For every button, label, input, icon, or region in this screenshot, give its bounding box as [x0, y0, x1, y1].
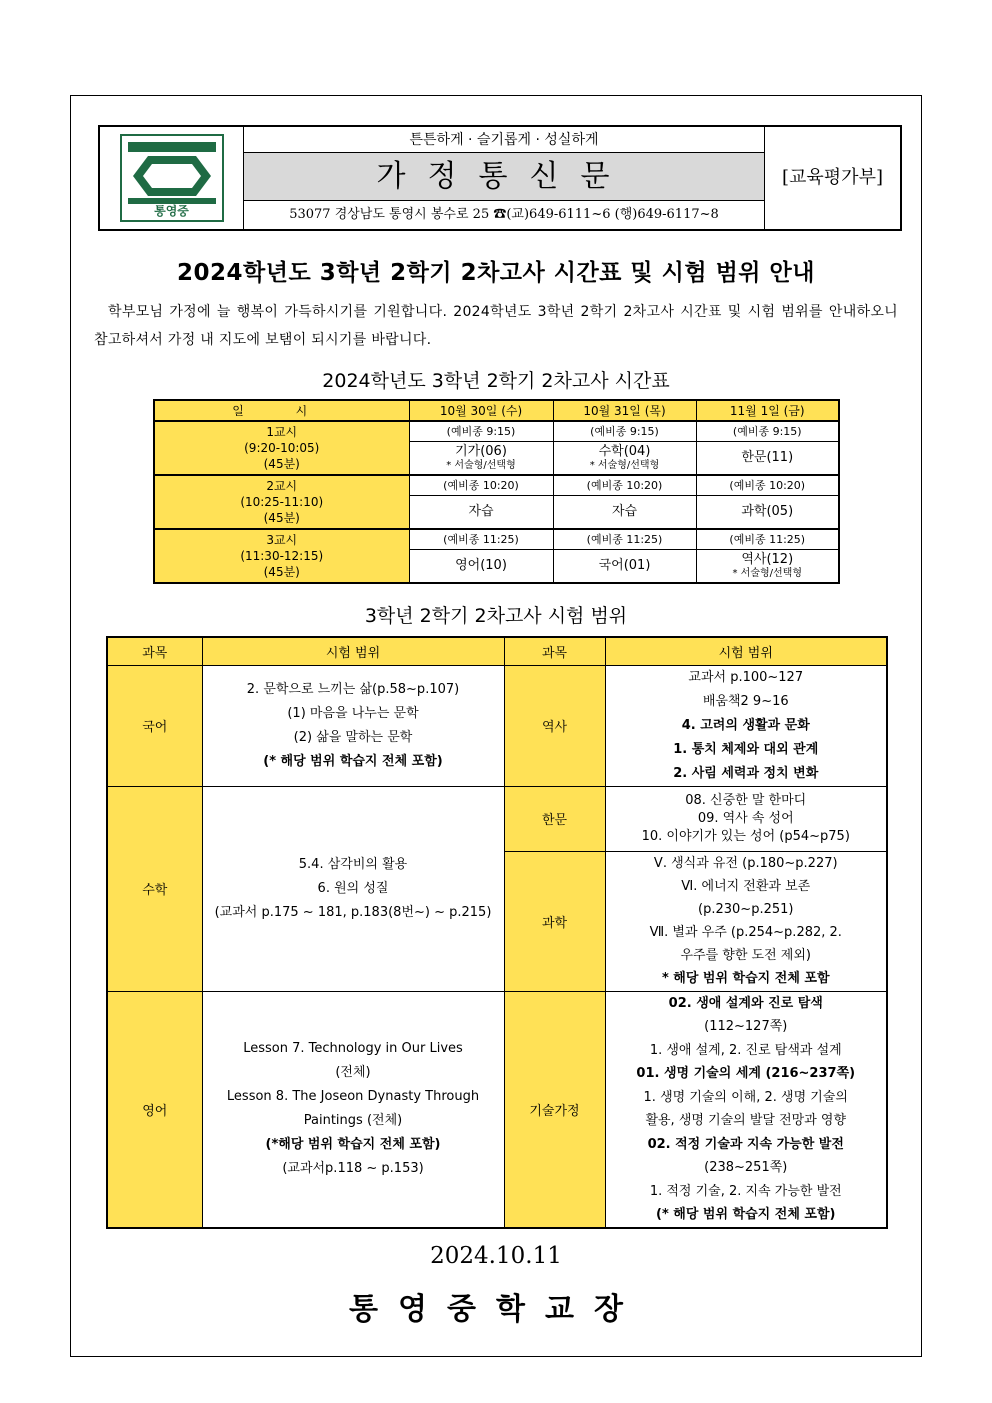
- range-line: 08. 신중한 말 한마디: [685, 792, 807, 808]
- range-line: Lesson 8. The Joseon Dynasty Through: [226, 1089, 480, 1104]
- period-label: 1교시: [266, 425, 298, 439]
- exam-subject-cell: [553, 495, 696, 529]
- school-emblem-icon: [122, 136, 222, 206]
- logo-text: 통영중: [154, 204, 189, 218]
- range-line: 1. 생애 설계, 2. 진로 탐색과 설계: [649, 1042, 842, 1058]
- range-column-header: 시험 범위: [202, 637, 504, 665]
- exam-subject-cell: [409, 441, 553, 475]
- exam-subject-cell: [409, 549, 553, 583]
- period-time: (9:20-10:05): [244, 441, 320, 455]
- range-row: [107, 991, 887, 1228]
- period-label: 3교시: [266, 533, 298, 547]
- day-header: 10월 30일 (수): [409, 400, 553, 421]
- range-line: 10. 이야기가 있는 성어 (p54~p75): [641, 828, 850, 844]
- exam-subject: 역사(12): [741, 551, 794, 567]
- range-science: [605, 851, 887, 991]
- exam-subject: 한문(11): [741, 449, 794, 465]
- range-line: (* 해당 범위 학습지 전체 포함): [656, 1207, 836, 1222]
- warning-bell: (예비종 9:15): [409, 421, 553, 441]
- range-line: Ⅶ. 별과 우주 (p.254~p.282, 2.: [649, 925, 842, 940]
- exam-subject: 영어(10): [455, 557, 507, 573]
- school-motto: 튼튼하게 · 슬기롭게 · 성실하게: [244, 127, 764, 153]
- subject-hanmun: 한문: [504, 786, 605, 851]
- range-row: [107, 786, 887, 851]
- subject-techhome: 기술가정: [504, 991, 605, 1228]
- range-header-row: [107, 637, 887, 665]
- schedule-header-label: 일 시: [154, 400, 409, 421]
- range-line: 1. 적정 기술, 2. 지속 가능한 발전: [649, 1183, 842, 1199]
- header-center: [244, 127, 764, 229]
- range-line: 2. 문학으로 느끼는 삶(p.58~p.107): [246, 681, 460, 697]
- range-techhome: [605, 991, 887, 1228]
- exam-subject-cell: [553, 549, 696, 583]
- period-cell: [154, 529, 409, 583]
- warning-bell: (예비종 10:20): [696, 475, 839, 495]
- subject-history: 역사: [504, 665, 605, 786]
- range-line: 6. 원의 성질: [317, 880, 389, 896]
- range-line: 교과서 p.100~127: [688, 669, 804, 685]
- period-duration: (45분): [263, 457, 300, 471]
- schedule-row: [154, 421, 839, 441]
- subject-column-header: 과목: [504, 637, 605, 665]
- warning-bell: (예비종 9:15): [553, 421, 696, 441]
- range-line: (1) 마음을 나누는 문학: [287, 705, 419, 721]
- exam-note: * 서술형/선택형: [589, 459, 660, 471]
- subject-korean: 국어: [107, 665, 202, 786]
- range-line: 01. 생명 기술의 세계 (216~237쪽): [636, 1066, 856, 1081]
- range-line: (2) 삶을 말하는 문학: [293, 729, 413, 745]
- exam-subject-cell: [696, 495, 839, 529]
- range-line: 활용, 생명 기술의 발달 전망과 영향: [645, 1113, 847, 1128]
- exam-subject-cell: [409, 495, 553, 529]
- issue-date: 2024.10.11: [430, 1243, 562, 1269]
- period-label: 2교시: [266, 479, 298, 493]
- range-line: Ⅴ. 생식과 유전 (p.180~p.227): [653, 856, 838, 871]
- range-line: 02. 생애 설계와 진로 탐색: [668, 995, 823, 1011]
- exam-subject-cell: [696, 549, 839, 583]
- range-english: [202, 991, 504, 1228]
- range-line: 5.4. 삼각비의 활용: [298, 856, 408, 872]
- newsletter-header: [98, 125, 902, 231]
- range-line: Lesson 7. Technology in Our Lives: [243, 1041, 463, 1056]
- range-line: Ⅵ. 에너지 전환과 보존: [681, 879, 811, 894]
- exam-subject: 자습: [611, 503, 638, 519]
- range-line: 1. 생명 기술의 이해, 2. 생명 기술의: [643, 1089, 848, 1105]
- range-line: (교과서 p.175 ~ 181, p.183(8번~) ~ p.215): [214, 904, 492, 920]
- principal-signature: 통영중학교장: [349, 1292, 643, 1327]
- exam-range-table: [106, 636, 888, 1229]
- subject-english: 영어: [107, 991, 202, 1228]
- range-line: 4. 고려의 생활과 문화: [681, 717, 810, 733]
- range-line: (* 해당 범위 학습지 전체 포함): [263, 753, 443, 769]
- exam-note: * 서술형/선택형: [732, 567, 802, 579]
- school-logo: [120, 134, 224, 222]
- period-duration: (45분): [263, 565, 300, 579]
- range-history: [605, 665, 887, 786]
- department-label: [교육평가부]: [764, 127, 900, 229]
- exam-subject: 과학(05): [741, 503, 794, 519]
- range-line: 2. 사림 세력과 정치 변화: [673, 765, 819, 781]
- range-math: [202, 786, 504, 991]
- range-hanmun: [605, 786, 887, 851]
- intro-paragraph: 학부모님 가정에 늘 행복이 가득하시기를 기원합니다. 2024학년도 3학년 2학기 2차고사 시간표 및 시험 범위를 안내하오니 참고하셔서 가정 내 지도에 보탬이 되시기를 바랍니다.: [94, 304, 898, 348]
- exam-subject: 기가(06): [455, 443, 507, 459]
- exam-note: * 서술형/선택형: [446, 459, 516, 471]
- range-row: [107, 665, 887, 786]
- range-line: (전체): [335, 1065, 371, 1080]
- period-time: (10:25-11:10): [240, 495, 324, 509]
- subject-science: 과학: [504, 851, 605, 991]
- range-line: * 해당 범위 학습지 전체 포함: [661, 971, 830, 986]
- range-line: (112~127쪽): [704, 1019, 788, 1034]
- school-address: 53077 경상남도 통영시 봉수로 25 ☎(교)649-6111~6 (행)649-6117~8: [289, 207, 719, 222]
- range-heading: 3학년 2학기 2차고사 시험 범위: [364, 605, 628, 627]
- range-line: (p.230~p.251): [698, 902, 794, 917]
- warning-bell: (예비종 9:15): [696, 421, 839, 441]
- logo-cell: [100, 127, 244, 229]
- range-line: 09. 역사 속 성어: [697, 810, 794, 826]
- period-cell: [154, 475, 409, 529]
- range-line: (*해당 범위 학습지 전체 포함): [265, 1137, 441, 1152]
- schedule-header-row: [154, 400, 839, 421]
- range-korean: [202, 665, 504, 786]
- day-header: 11월 1일 (금): [696, 400, 839, 421]
- exam-schedule-table: [153, 399, 840, 584]
- newsletter-title: 가정통신문: [244, 153, 764, 201]
- exam-subject: 자습: [468, 503, 494, 519]
- range-line: (교과서p.118 ~ p.153): [282, 1161, 424, 1176]
- range-line: 02. 적정 기술과 지속 가능한 발전: [647, 1136, 844, 1152]
- warning-bell: (예비종 10:20): [409, 475, 553, 495]
- range-line: 우주를 향한 도전 제외): [680, 948, 811, 963]
- exam-subject: 국어(01): [598, 557, 651, 573]
- period-time: (11:30-12:15): [240, 549, 324, 563]
- period-duration: (45분): [263, 511, 300, 525]
- range-line: (238~251쪽): [704, 1160, 788, 1175]
- schedule-row: [154, 475, 839, 495]
- range-line: Paintings (전체): [303, 1113, 403, 1128]
- range-line: 배움책2 9~16: [702, 693, 789, 709]
- exam-subject-cell: [553, 441, 696, 475]
- period-cell: [154, 421, 409, 475]
- range-line: 1. 통치 체제와 대외 관계: [673, 741, 819, 757]
- page-title: 2024학년도 3학년 2학기 2차고사 시간표 및 시험 범위 안내: [177, 260, 815, 286]
- warning-bell: (예비종 11:25): [553, 529, 696, 549]
- schedule-heading: 2024학년도 3학년 2학기 2차고사 시간표: [322, 370, 670, 392]
- exam-subject: 수학(04): [598, 443, 651, 459]
- warning-bell: (예비종 11:25): [696, 529, 839, 549]
- exam-subject-cell: [696, 441, 839, 475]
- day-header: 10월 31일 (목): [553, 400, 696, 421]
- range-column-header: 시험 범위: [605, 637, 887, 665]
- warning-bell: (예비종 11:25): [409, 529, 553, 549]
- subject-column-header: 과목: [107, 637, 202, 665]
- schedule-row: [154, 529, 839, 549]
- warning-bell: (예비종 10:20): [553, 475, 696, 495]
- subject-math: 수학: [107, 786, 202, 991]
